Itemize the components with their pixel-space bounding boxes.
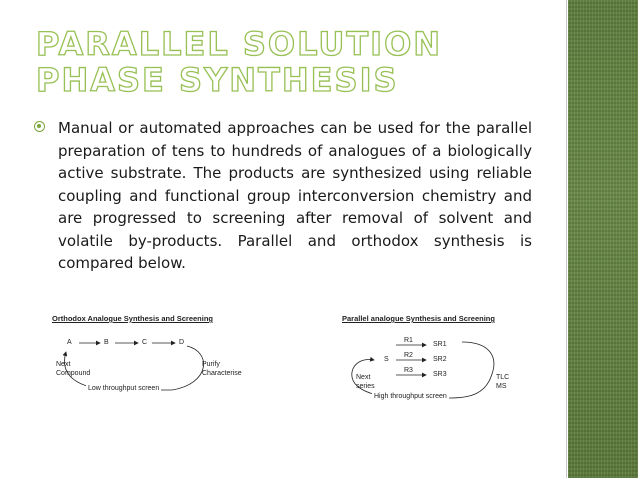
characterise-label: Characterise <box>202 370 242 377</box>
product-sr2: SR2 <box>433 356 447 363</box>
next-label: Next <box>356 374 371 381</box>
high-throughput-label: High throughput screen <box>374 393 447 400</box>
parallel-diagram-title: Parallel analogue Synthesis and Screening <box>342 314 495 323</box>
bullet-item <box>34 117 532 275</box>
reagent-r2: R2 <box>404 352 413 359</box>
divider-line <box>566 0 567 478</box>
node-d: D <box>179 339 185 346</box>
circle-bullet-icon <box>34 121 45 132</box>
product-sr3: SR3 <box>433 371 447 378</box>
orthodox-arrows-graphic <box>52 312 272 402</box>
ms-label: MS <box>496 383 507 390</box>
reagent-r3: R3 <box>404 367 413 374</box>
node-c: C <box>142 339 148 346</box>
parallel-synthesis-diagram <box>340 312 540 412</box>
node-a: A <box>67 339 72 346</box>
tlc-label: TLC <box>496 374 510 381</box>
decorative-side-band <box>568 0 638 478</box>
series-label: series <box>356 383 375 390</box>
product-sr1: SR1 <box>433 341 447 348</box>
reagent-r1: R1 <box>404 337 413 344</box>
purify-label: Purify <box>202 361 220 368</box>
node-b: B <box>104 339 109 346</box>
bullet-text: Manual or automated approaches can be used for the parallel preparation of tens to hundreds of analogues of a biologically active substrate. The products are synthesized using reliable coupling and functional group interconversion chemistry and are progressed to screening after removal of solvent and volatile by-products. Parallel and orthodox synthesis is compared below. <box>58 119 532 272</box>
orthodox-synthesis-diagram <box>52 312 272 402</box>
slide-title: PARALLEL SOLUTION PHASE SYNTHESIS <box>36 25 443 99</box>
start-s-label: S <box>384 356 389 363</box>
compound-label: Compound <box>56 370 91 377</box>
low-throughput-label: Low throughput screen <box>88 385 160 392</box>
orthodox-diagram-title: Orthodox Analogue Synthesis and Screening <box>52 314 213 323</box>
next-label: Next <box>56 361 71 368</box>
